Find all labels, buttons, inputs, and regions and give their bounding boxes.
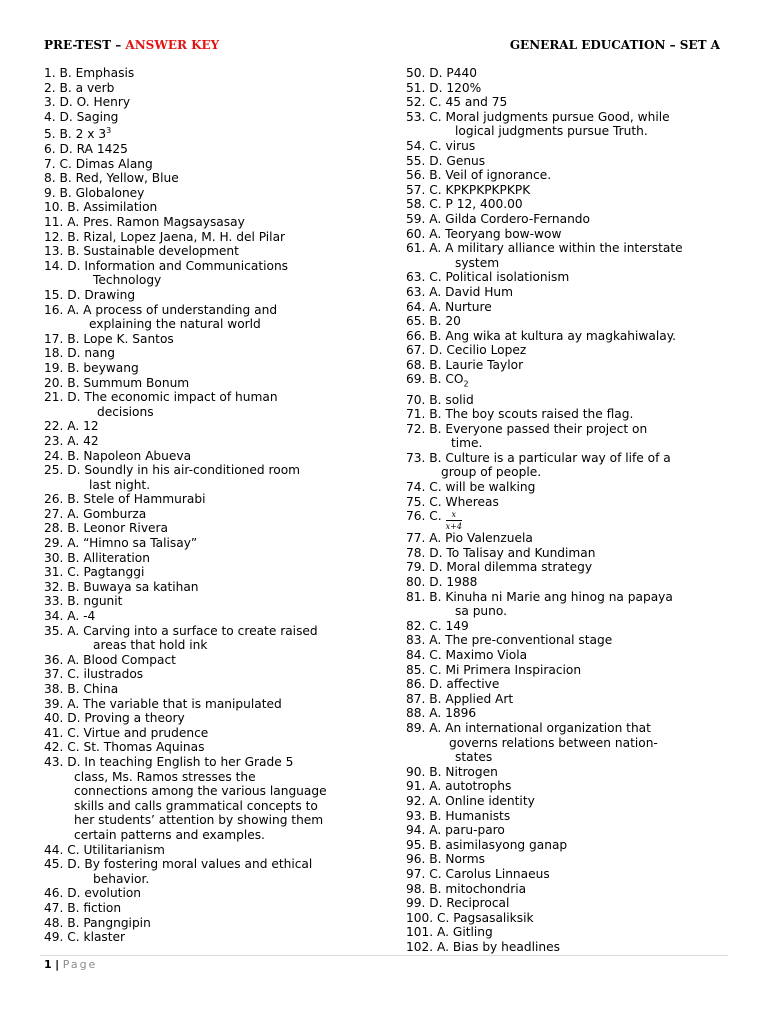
answer-text: 50. D. P440: [406, 66, 478, 80]
answer-continuation: class, Ms. Ramos stresses the: [74, 769, 256, 784]
answer-item: [406, 509, 736, 531]
answer-continuation: time.: [451, 436, 483, 451]
answer-text: 52. C. 45 and 75: [406, 95, 508, 110]
answer-item: [406, 648, 736, 663]
answer-item: [406, 66, 736, 81]
answer-item: [406, 300, 736, 315]
answer-text: 81. B. Kinuha ni Marie ang hinog na papaya: [406, 589, 673, 604]
answer-item: [406, 270, 736, 285]
answer-item: [44, 171, 384, 186]
answer-continuation: last night.: [89, 477, 151, 492]
answer-text: 65. B. 20: [406, 314, 461, 329]
answer-text: 16. A. A process of understanding and: [44, 302, 278, 317]
answer-text: 41. C. Virtue and prudence: [44, 725, 209, 740]
answer-text: 45. D. By fostering moral values and ethical: [44, 857, 313, 872]
answer-item: [406, 546, 736, 561]
answer-item: [406, 110, 736, 139]
answer-item: [44, 244, 384, 259]
answer-item: [406, 706, 736, 721]
answer-item: [406, 692, 736, 707]
answer-item: [44, 551, 384, 566]
answer-item: [44, 886, 384, 901]
answer-continuation: decisions: [97, 404, 154, 419]
answer-item: [406, 314, 736, 329]
answer-text: 9. B. Globaloney: [44, 185, 145, 200]
answer-text: 29. A. “Himno sa Talisay”: [44, 536, 198, 551]
answer-text: 6. D. RA 1425: [44, 142, 128, 157]
answer-text: 1. B. Emphasis: [44, 66, 135, 80]
answer-item: [406, 393, 736, 408]
fraction: [446, 510, 462, 531]
answer-item: [406, 372, 736, 392]
answer-text: 25. D. Soundly in his air-conditioned room: [44, 463, 301, 478]
answer-column-right: [406, 66, 736, 954]
answer-item: [44, 580, 384, 595]
answer-item: [44, 95, 384, 110]
answer-item: [44, 230, 384, 245]
answer-item: [44, 492, 384, 507]
answer-text: 43. D. In teaching English to her Grade 5: [44, 754, 294, 769]
answer-text: 4. D. Saging: [44, 109, 119, 124]
answer-item: [406, 663, 736, 678]
answer-item: [44, 521, 384, 536]
answer-continuation: connections among the various language: [74, 784, 327, 799]
answer-continuation: behavior.: [93, 871, 150, 886]
page-header: [44, 38, 720, 56]
answer-text: 67. D. Cecilio Lopez: [406, 343, 527, 358]
answer-item: [44, 303, 384, 332]
answer-continuation: sa puno.: [455, 604, 507, 619]
answer-item: [406, 925, 736, 940]
header-title: [44, 38, 219, 52]
answer-text: 24. B. Napoleon Abueva: [44, 448, 192, 463]
answer-text: 8. B. Red, Yellow, Blue: [44, 171, 179, 186]
answer-item: [44, 419, 384, 434]
answer-text: 84. C. Maximo Viola: [406, 648, 528, 662]
answer-continuation: group of people.: [441, 465, 542, 480]
answer-item: [406, 531, 736, 546]
answer-text: 44. C. Utilitarianism: [44, 842, 165, 857]
answer-item: [44, 726, 384, 741]
answer-item: [44, 110, 384, 125]
answer-text: 17. B. Lope K. Santos: [44, 331, 174, 346]
answer-item: [44, 259, 384, 288]
answer-text: 70. B. solid: [406, 392, 474, 407]
answer-text: 54. C. virus: [406, 138, 476, 153]
answer-item: [406, 677, 736, 692]
answer-text: 40. D. Proving a theory: [44, 711, 185, 726]
answer-item: [406, 343, 736, 358]
answer-item: [44, 930, 384, 945]
answer-text: 91. A. autotrophs: [406, 779, 512, 794]
answer-item: [406, 285, 736, 300]
answer-text: 39. A. The variable that is manipulated: [44, 696, 282, 711]
answer-item: [406, 633, 736, 648]
answer-text: 14. D. Information and Communications: [44, 258, 289, 273]
answer-text: 42. C. St. Thomas Aquinas: [44, 740, 205, 755]
page-number: 1: [44, 958, 52, 971]
answer-text: 32. B. Buwaya sa katihan: [44, 579, 199, 594]
answer-text: 15. D. Drawing: [44, 287, 136, 302]
answer-item: [44, 594, 384, 609]
answer-text: 10. B. Assimilation: [44, 200, 158, 215]
answer-item: [44, 624, 384, 653]
answer-text: 63. C. Political isolationism: [406, 270, 570, 285]
answer-text: 79. D. Moral dilemma strategy: [406, 560, 593, 575]
answer-item: [44, 857, 384, 886]
answer-text: 48. B. Pangngipin: [44, 915, 151, 930]
answer-continuation: system: [455, 255, 500, 270]
answer-item: [406, 407, 736, 422]
answer-item: [44, 667, 384, 682]
answer-item: [44, 186, 384, 201]
answer-text: 5. B. 2 x 3: [44, 127, 107, 142]
answer-text: 71. B. The boy scouts raised the flag.: [406, 407, 634, 422]
answer-continuation: Technology: [93, 273, 162, 288]
answer-item: [406, 940, 736, 955]
answer-item: [406, 721, 736, 765]
answer-item: [406, 765, 736, 780]
answer-text: 74. C. will be walking: [406, 480, 536, 495]
answer-text: 77. A. Pio Valenzuela: [406, 531, 533, 546]
answer-continuation: certain patterns and examples.: [74, 827, 265, 842]
answer-text: 35. A. Carving into a surface to create raised: [44, 623, 318, 638]
answer-text: 66. B. Ang wika at kultura ay magkahiwalay.: [406, 328, 677, 343]
answer-item: [406, 329, 736, 344]
answer-item: [406, 867, 736, 882]
answer-text: 11. A. Pres. Ramon Magsaysasay: [44, 215, 245, 229]
answer-text: 3. D. O. Henry: [44, 95, 131, 110]
answer-continuation: areas that hold ink: [93, 638, 208, 653]
page-label: Page: [62, 958, 98, 971]
answer-item: [44, 711, 384, 726]
answer-text: 97. C. Carolus Linnaeus: [406, 866, 550, 881]
answer-item: [44, 332, 384, 347]
answer-item: [44, 565, 384, 580]
answer-text: 53. C. Moral judgments pursue Good, while: [406, 109, 670, 124]
header-set-label: GENERAL EDUCATION – SET A: [509, 38, 720, 52]
answer-text: 64. A. Nurture: [406, 299, 492, 314]
answer-text: 93. B. Humanists: [406, 808, 511, 823]
answer-item: [406, 183, 736, 198]
answer-text: 7. C. Dimas Alang: [44, 156, 153, 171]
answer-item: [406, 619, 736, 634]
answer-item: [406, 422, 736, 451]
answer-item: [406, 575, 736, 590]
answer-item: [44, 200, 384, 215]
answer-continuation: her students’ attention by showing them: [74, 813, 324, 828]
answer-text: 89. A. An international organization that: [406, 720, 651, 735]
answer-item: [44, 66, 384, 81]
footer-separator: |: [55, 958, 60, 971]
answer-text: 56. B. Veil of ignorance.: [406, 168, 552, 183]
fraction-denominator: x+4: [445, 522, 462, 532]
answer-continuation: states: [455, 750, 493, 765]
answer-item: [44, 755, 384, 843]
answer-text: 20. B. Summum Bonum: [44, 375, 190, 390]
answer-text: 19. B. beywang: [44, 360, 139, 375]
answer-item: [406, 81, 736, 96]
answer-text: 31. C. Pagtanggi: [44, 565, 145, 580]
answer-item: [44, 346, 384, 361]
answer-item: [406, 590, 736, 619]
answer-text: 13. B. Sustainable development: [44, 244, 239, 259]
answer-item: [44, 609, 384, 624]
header-answer-key-label: ANSWER KEY: [125, 38, 220, 52]
header-title-prefix: PRE-TEST –: [44, 38, 126, 52]
answer-item: [44, 288, 384, 303]
answer-text: 61. A. A military alliance within the interstate: [406, 241, 683, 256]
answer-item: [406, 358, 736, 373]
answer-text: 33. B. ngunit: [44, 594, 123, 609]
answer-text: 82. C. 149: [406, 618, 469, 633]
answer-item: [44, 449, 384, 464]
answer-continuation: logical judgments pursue Truth.: [455, 124, 648, 139]
subscript: 2: [463, 379, 469, 389]
answer-item: [44, 124, 384, 142]
answer-text: 88. A. 1896: [406, 706, 477, 721]
answer-text: 58. C. P 12, 400.00: [406, 197, 523, 212]
answer-text: 94. A. paru-paro: [406, 823, 505, 838]
answer-item: [44, 361, 384, 376]
answer-item: [44, 390, 384, 419]
answer-text: 86. D. affective: [406, 677, 500, 692]
answer-text: 72. B. Everyone passed their project on: [406, 421, 648, 436]
answer-item: [406, 95, 736, 110]
answer-text: 96. B. Norms: [406, 852, 485, 867]
answer-item: [406, 197, 736, 212]
answer-item: [406, 227, 736, 242]
answer-continuation: skills and calls grammatical concepts to: [74, 798, 318, 813]
answer-item: [44, 81, 384, 96]
answer-text: 30. B. Alliteration: [44, 550, 150, 565]
answer-text: 47. B. fiction: [44, 900, 122, 915]
answer-text: 46. D. evolution: [44, 886, 142, 901]
answer-text: 90. B. Nitrogen: [406, 764, 498, 779]
answer-text: 59. A. Gilda Cordero-Fernando: [406, 211, 590, 226]
answer-item: [44, 157, 384, 172]
answer-text: 68. B. Laurie Taylor: [406, 357, 524, 372]
answer-item: [44, 536, 384, 551]
answer-text: 51. D. 120%: [406, 80, 482, 95]
answer-text: 63. A. David Hum: [406, 284, 513, 299]
answer-continuation: explaining the natural world: [89, 317, 261, 332]
answer-text: 49. C. klaster: [44, 930, 126, 945]
fraction-numerator: x: [446, 510, 462, 521]
answer-text: 100. C. Pagsasaliksik: [406, 910, 534, 925]
answer-text: 18. D. nang: [44, 346, 116, 361]
answer-item: [44, 843, 384, 858]
answer-text: 38. B. China: [44, 682, 119, 696]
answer-item: [406, 154, 736, 169]
answer-item: [406, 495, 736, 510]
answer-item: [406, 838, 736, 853]
footer-divider: [40, 955, 728, 956]
answer-text: 98. B. mitochondria: [406, 881, 527, 896]
answer-text: 101. A. Gitling: [406, 925, 493, 940]
superscript: 3: [106, 126, 112, 136]
answer-item: [406, 168, 736, 183]
answer-item: [44, 507, 384, 522]
answer-text: 87. B. Applied Art: [406, 691, 514, 706]
answer-item: [44, 740, 384, 755]
answer-item: [406, 809, 736, 824]
answer-item: [406, 896, 736, 911]
answer-item: [406, 139, 736, 154]
answer-item: [406, 911, 736, 926]
answer-text: 102. A. Bias by headlines: [406, 939, 560, 954]
answer-text: 34. A. -4: [44, 609, 96, 624]
page-footer: [44, 958, 97, 971]
answer-text: 37. C. ilustrados: [44, 667, 144, 682]
answer-item: [44, 376, 384, 391]
answer-text: 60. A. Teoryang bow-wow: [406, 226, 562, 241]
answer-item: [406, 480, 736, 495]
answer-item: [406, 779, 736, 794]
answer-text: 85. C. Mi Primera Inspiracion: [406, 662, 582, 677]
answer-item: [44, 215, 384, 230]
answer-item: [406, 852, 736, 867]
answer-item: [44, 697, 384, 712]
answer-text: 27. A. Gomburza: [44, 506, 147, 521]
answer-item: [406, 794, 736, 809]
answer-text: 69. B. CO: [406, 372, 464, 387]
answer-item: [44, 463, 384, 492]
answer-text: 26. B. Stele of Hammurabi: [44, 492, 206, 507]
answer-text: 95. B. asimilasyong ganap: [406, 837, 568, 852]
answer-item: [406, 560, 736, 575]
answer-column-left: [44, 66, 384, 945]
answer-item: [44, 916, 384, 931]
answer-text: 92. A. Online identity: [406, 793, 535, 808]
answer-text: 57. C. KPKPKPKPKPK: [406, 182, 531, 197]
answer-text: 78. D. To Talisay and Kundiman: [406, 545, 596, 560]
answer-item: [406, 823, 736, 838]
answer-text: 80. D. 1988: [406, 575, 478, 590]
answer-text: 22. A. 12: [44, 419, 99, 434]
answer-text: 2. B. a verb: [44, 80, 115, 95]
answer-item: [44, 901, 384, 916]
answer-item: [44, 682, 384, 697]
answer-item: [406, 451, 736, 480]
answer-text: 75. C. Whereas: [406, 494, 499, 509]
answer-text: 73. B. Culture is a particular way of life of a: [406, 450, 671, 465]
answer-text: 21. D. The economic impact of human: [44, 390, 278, 405]
answer-text: 36. A. Blood Compact: [44, 652, 176, 667]
answer-text: 23. A. 42: [44, 433, 99, 448]
answer-text: 55. D. Genus: [406, 153, 486, 168]
answer-item: [406, 212, 736, 227]
answer-text: 76. C.: [406, 509, 442, 524]
answer-text: 83. A. The pre-conventional stage: [406, 633, 613, 648]
answer-item: [44, 653, 384, 668]
answer-item: [406, 882, 736, 897]
answer-text: 99. D. Reciprocal: [406, 896, 510, 911]
answer-item: [44, 434, 384, 449]
answer-continuation: governs relations between nation-: [449, 735, 658, 750]
answer-item: [44, 142, 384, 157]
answer-text: 12. B. Rizal, Lopez Jaena, M. H. del Pilar: [44, 229, 286, 244]
answer-text: 28. B. Leonor Rivera: [44, 521, 169, 536]
answer-item: [406, 241, 736, 270]
